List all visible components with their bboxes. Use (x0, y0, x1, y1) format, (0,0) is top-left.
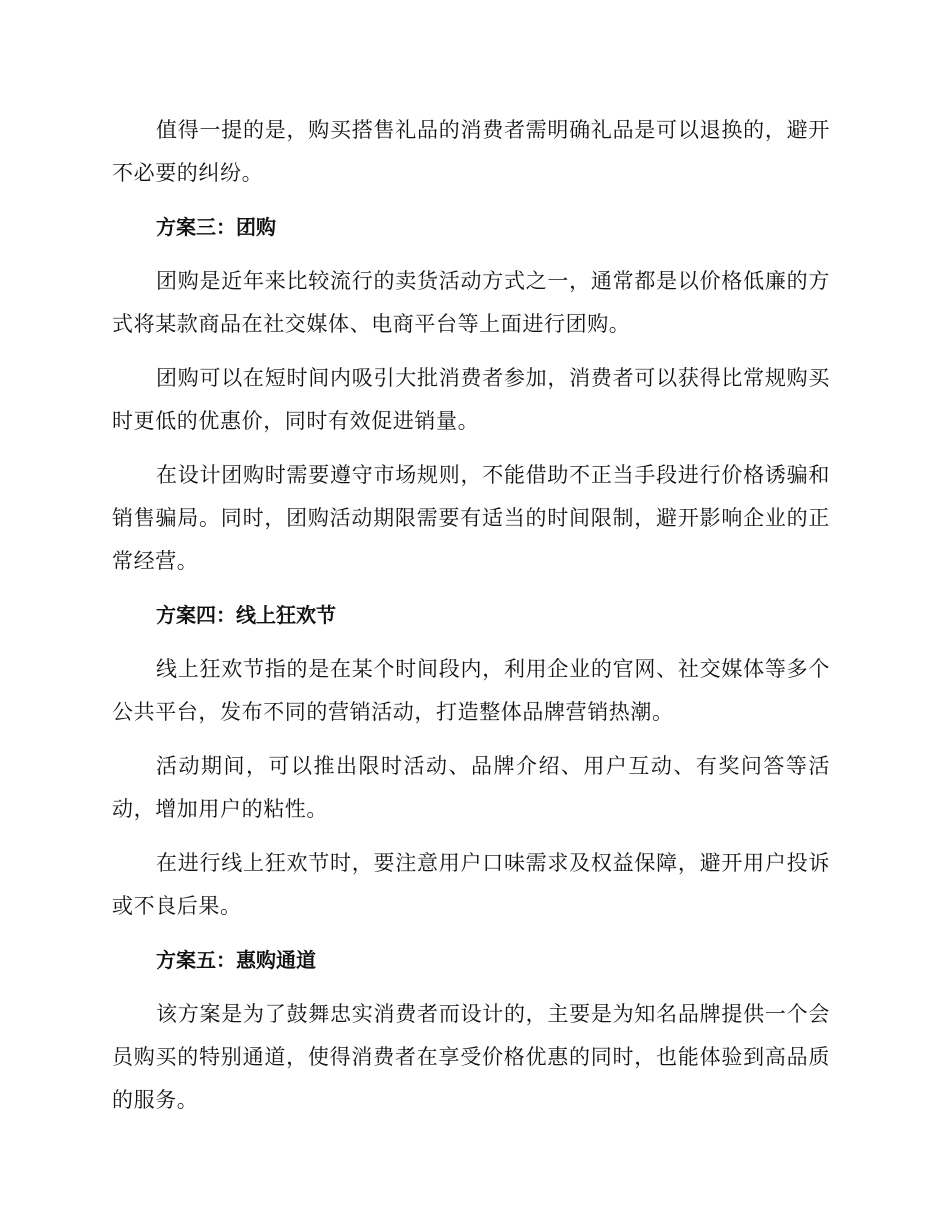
paragraph-online-carnival-definition: 线上狂欢节指的是在某个时间段内，利用企业的官网、社交媒体等多个公共平台，发布不同的营销活动，打造整体品牌营销热潮。 (112, 657, 830, 724)
document-page (112, 109, 830, 1133)
paragraph-group-buying-benefits: 团购可以在短时间内吸引大批消费者参加，消费者可以获得比常规购买时更低的优惠价，同时有效促进销量。 (112, 366, 830, 433)
paragraph-group-buying-definition: 团购是近年来比较流行的卖货活动方式之一，通常都是以价格低廉的方式将某款商品在社交媒体、电商平台等上面进行团购。 (112, 269, 830, 336)
paragraph-vip-channel-definition: 该方案是为了鼓舞忠实消费者而设计的，主要是为知名品牌提供一个会员购买的特别通道，使得消费者在享受价格优惠的同时，也能体验到高品质的服务。 (112, 1002, 830, 1112)
heading-plan-four-online-carnival: 方案四：线上狂欢节 (156, 603, 336, 627)
heading-plan-five-vip-channel: 方案五：惠购通道 (156, 948, 316, 972)
heading-plan-three-group-buying: 方案三：团购 (156, 215, 276, 239)
paragraph-online-carnival-notes: 在进行线上狂欢节时，要注意用户口味需求及权益保障，避开用户投诉或不良后果。 (112, 851, 830, 918)
paragraph-online-carnival-activities: 活动期间，可以推出限时活动、品牌介绍、用户互动、有奖问答等活动，增加用户的粘性。 (112, 754, 830, 821)
paragraph-group-buying-rules: 在设计团购时需要遵守市场规则，不能借助不正当手段进行价格诱骗和销售骗局。同时，团购活动期限需要有适当的时间限制，避开影响企业的正常经营。 (112, 463, 830, 573)
paragraph-gift-return-note: 值得一提的是，购买搭售礼品的消费者需明确礼品是可以退换的，避开不必要的纠纷。 (112, 118, 830, 185)
